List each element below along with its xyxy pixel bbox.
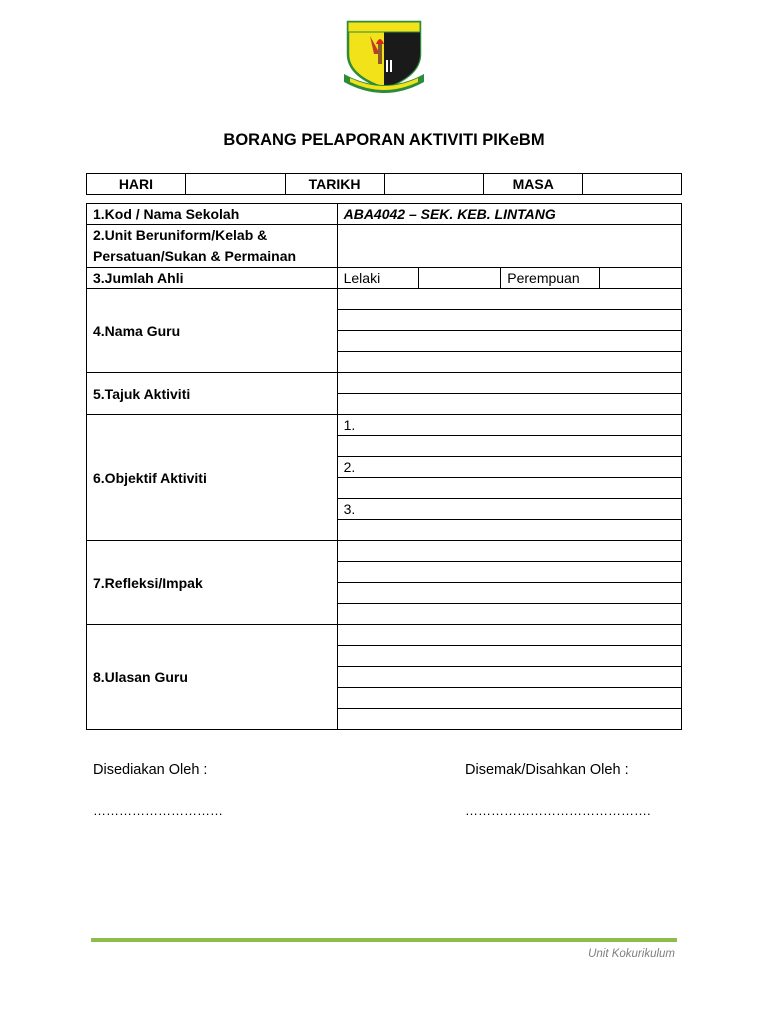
unit-label-line1: 2.Unit Beruniform/Kelab & (93, 227, 268, 243)
tajuk-line[interactable] (337, 394, 681, 415)
kod-label: 1.Kod / Nama Sekolah (87, 204, 338, 225)
footer-text: Unit Kokurikulum (588, 948, 675, 960)
guru-label: 4.Nama Guru (87, 289, 338, 373)
ulasan-label: 8.Ulasan Guru (87, 625, 338, 730)
masa-field[interactable] (583, 174, 682, 195)
ulasan-line[interactable] (337, 646, 681, 667)
lelaki-label: Lelaki (337, 268, 419, 289)
objektif-line[interactable] (337, 520, 681, 541)
kod-value[interactable]: ABA4042 – SEK. KEB. LINTANG (337, 204, 681, 225)
perempuan-field[interactable] (600, 268, 682, 289)
ulasan-line[interactable] (337, 667, 681, 688)
jumlah-label: 3.Jumlah Ahli (87, 268, 338, 289)
perempuan-label: Perempuan (501, 268, 600, 289)
footer-rule (91, 938, 677, 942)
unit-label-line2: Persatuan/Sukan & Permainan (93, 248, 297, 264)
unit-field[interactable] (337, 225, 681, 268)
tarikh-field[interactable] (384, 174, 484, 195)
disemak-signature-line[interactable]: ……………………………………. (465, 803, 651, 818)
disemak-label: Disemak/Disahkan Oleh : (465, 762, 629, 778)
ulasan-line[interactable] (337, 709, 681, 730)
refleksi-label: 7.Refleksi/Impak (87, 541, 338, 625)
disediakan-label: Disediakan Oleh : (93, 762, 208, 778)
guru-line[interactable] (337, 310, 681, 331)
refleksi-line[interactable] (337, 604, 681, 625)
guru-line[interactable] (337, 352, 681, 373)
lelaki-field[interactable] (419, 268, 501, 289)
hari-field[interactable] (185, 174, 285, 195)
objektif-line[interactable] (337, 436, 681, 457)
refleksi-line[interactable] (337, 583, 681, 604)
school-logo (340, 14, 428, 94)
ulasan-line[interactable] (337, 688, 681, 709)
objektif-line-1[interactable]: 1. (337, 415, 681, 436)
objektif-line-2[interactable]: 2. (337, 457, 681, 478)
masa-label: MASA (484, 174, 583, 195)
refleksi-line[interactable] (337, 562, 681, 583)
form-title: BORANG PELAPORAN AKTIVITI PIKeBM (223, 131, 545, 149)
school-crest-icon (340, 14, 428, 94)
ulasan-line[interactable] (337, 625, 681, 646)
disediakan-signature-line[interactable]: ………………………… (93, 803, 223, 818)
hari-label: HARI (87, 174, 186, 195)
objektif-line-3[interactable]: 3. (337, 499, 681, 520)
unit-label (87, 225, 338, 268)
header-table (86, 173, 682, 195)
guru-line[interactable] (337, 289, 681, 310)
objektif-label: 6.Objektif Aktiviti (87, 415, 338, 541)
tajuk-label: 5.Tajuk Aktiviti (87, 373, 338, 415)
tarikh-label: TARIKH (285, 174, 384, 195)
tajuk-line[interactable] (337, 373, 681, 394)
guru-line[interactable] (337, 331, 681, 352)
report-table (86, 203, 682, 730)
objektif-line[interactable] (337, 478, 681, 499)
refleksi-line[interactable] (337, 541, 681, 562)
